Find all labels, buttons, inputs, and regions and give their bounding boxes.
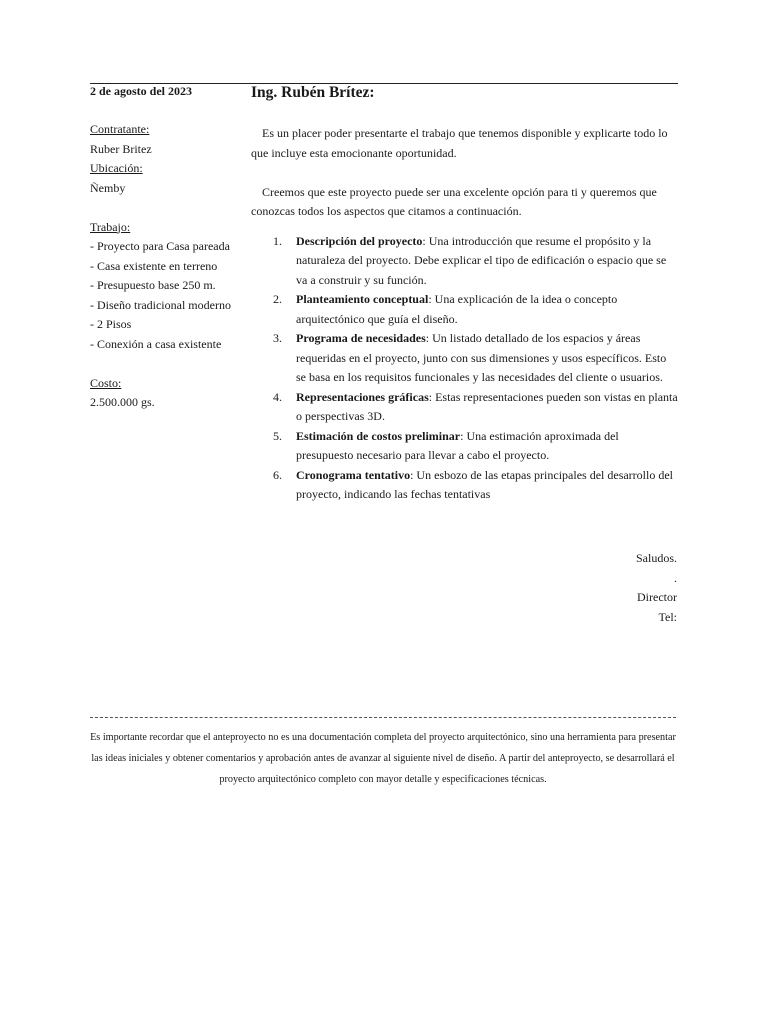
signoff-block xyxy=(636,549,677,627)
list-number: 6. xyxy=(273,467,282,482)
work-item: - Diseño tradicional moderno xyxy=(90,297,231,312)
spacer xyxy=(90,198,246,218)
phone-label: Tel: xyxy=(658,609,677,624)
greeting: Saludos. xyxy=(635,551,677,565)
cost-label: Costo: xyxy=(90,375,122,390)
work-item: - 2 Pisos xyxy=(90,317,132,331)
list-item xyxy=(251,427,679,466)
contractor-value: Ruber Britez xyxy=(90,141,152,156)
work-label: Trabajo: xyxy=(90,219,131,234)
list-item-text: : Una estimación aproximada del presupuesto necesario para llevar a cabo el proyecto. xyxy=(296,428,619,462)
work-item: - Presupuesto base 250 m. xyxy=(90,278,216,292)
spacer xyxy=(90,354,246,374)
list-number: 3. xyxy=(273,331,282,345)
location-label: Ubicación: xyxy=(90,161,143,175)
list-item-title: Programa de necesidades xyxy=(296,331,426,345)
list-item-text: : Una explicación de la idea o concepto arquitectónico que guía el diseño. xyxy=(296,292,618,326)
list-item xyxy=(251,232,679,291)
list-item-title: Planteamiento conceptual xyxy=(296,292,429,306)
project-details-sidebar xyxy=(90,120,246,413)
list-item-title: Estimación de costos preliminar xyxy=(296,428,461,443)
intro-paragraph: Es un placer poder presentarte el trabajo que tenemos disponible y explicarte todo lo que incluye esta emocionante oportunidad. xyxy=(251,126,668,160)
contractor-label: Contratante: xyxy=(90,122,150,136)
list-item-text: : Estas representaciones pueden son vistas en planta o perspectivas 3D. xyxy=(296,389,678,423)
list-item-title: Descripción del proyecto xyxy=(296,233,423,248)
footnote-text: Es importante recordar que el anteproyecto no es una documentación completa del proyecto arquitectónico, sino una herramienta para presentar las ideas iniciales y obtener comentarios y aprobación antes de avanzar al siguiente nivel de diseño. A partir del anteproyecto, se desarrollará el proyecto arquitectónico completo con mayor detalle y especificaciones técnicas. xyxy=(90,732,676,785)
list-number: 1. xyxy=(273,233,282,248)
list-number: 2. xyxy=(273,292,282,306)
footnote-divider xyxy=(90,717,676,718)
signoff-dot: . xyxy=(674,570,677,585)
context-paragraph: Creemos que este proyecto puede ser una excelente opción para ti y queremos que conozcas todos los aspectos que citamos a continuación. xyxy=(251,184,657,218)
list-item-text: : Una introducción que resume el propósito y la naturaleza del proyecto. Debe explicar el tipo de edificación o espacio que se va a construir y su función. xyxy=(296,233,667,287)
list-item-text: : Un esbozo de las etapas principales del desarrollo del proyecto, indicando las fechas tentativas xyxy=(296,467,674,501)
letter-body xyxy=(251,124,679,505)
list-item xyxy=(251,466,679,505)
list-item xyxy=(251,290,679,329)
work-item: - Casa existente en terreno xyxy=(90,258,218,273)
list-item-title: Cronograma tentativo xyxy=(296,467,411,482)
list-item-text: : Un listado detallado de los espacios y áreas requeridas en el proyecto, junto con sus dimensiones y usos específicos. Esto se basa en los requisitos funcionales y las necesidades del cliente o usuarios. xyxy=(296,331,667,384)
list-number: 4. xyxy=(273,389,282,404)
cost-value: 2.500.000 gs. xyxy=(90,395,155,409)
signer-role: Director xyxy=(637,590,677,604)
location-value: Ñemby xyxy=(90,180,126,195)
list-item xyxy=(251,388,679,427)
deliverables-list xyxy=(251,232,679,505)
document-date: 2 de agosto del 2023 xyxy=(90,84,192,98)
list-item-title: Representaciones gráficas xyxy=(296,389,429,404)
work-item: - Conexión a casa existente xyxy=(90,336,222,351)
work-item: - Proyecto para Casa pareada xyxy=(90,239,230,253)
list-item xyxy=(251,329,679,388)
list-number: 5. xyxy=(273,428,282,443)
recipient-heading: Ing. Rubén Brítez: xyxy=(251,84,375,101)
